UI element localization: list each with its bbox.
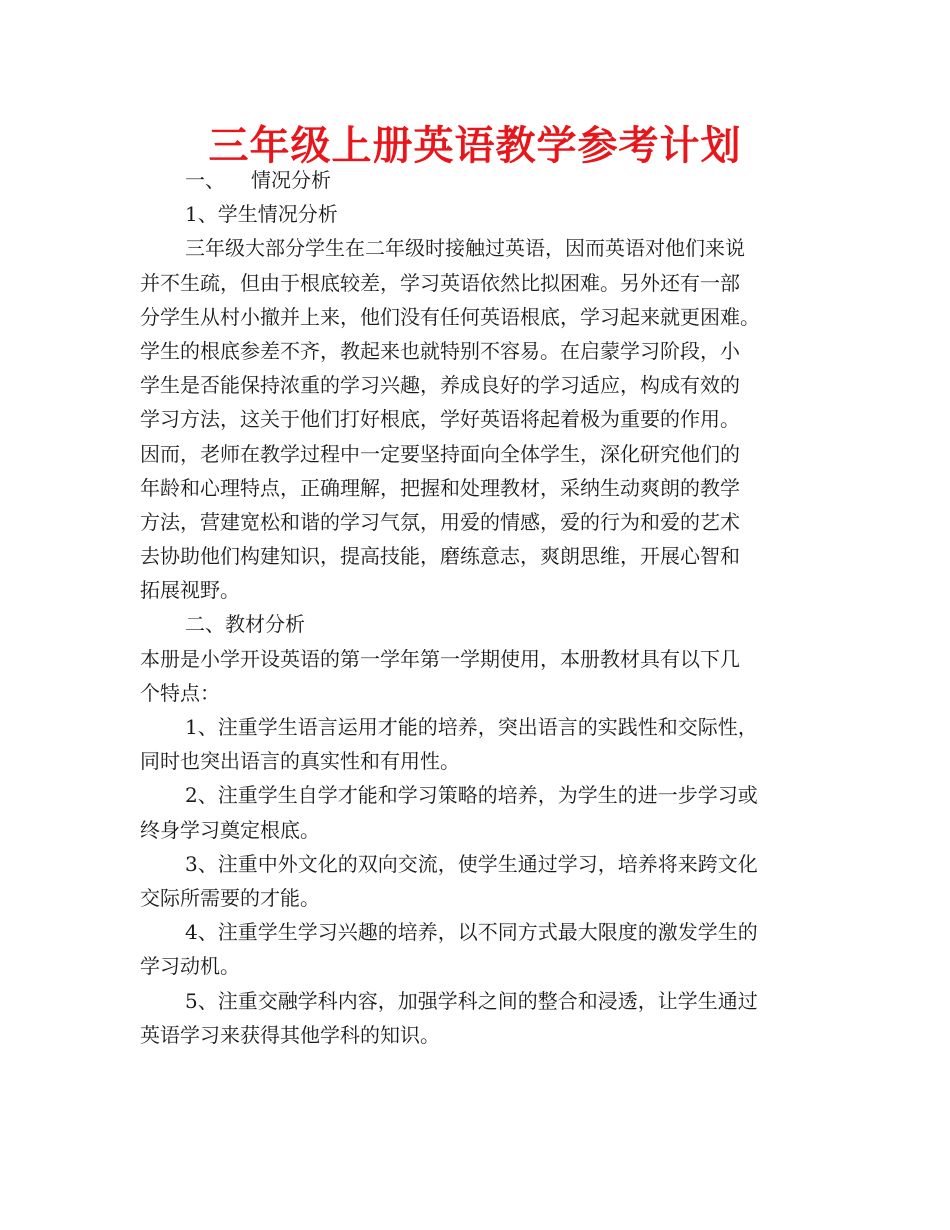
point-line: 同时也突出语言的真实性和有用性。 — [140, 749, 460, 774]
point-line: 3、注重中外文化的双向交流，使学生通过学习，培养将来跨文化 — [185, 851, 758, 876]
document-title: 三年级上册英语教学参考计划 — [208, 123, 742, 169]
point-line: 5、注重交融学科内容，加强学科之间的整合和浸透，让学生通过 — [185, 988, 758, 1013]
section-heading-number: 一、 — [185, 168, 225, 192]
point-line: 交际所需要的才能。 — [140, 885, 320, 910]
point-line: 学习动机。 — [140, 954, 240, 979]
paragraph-line: 三年级大部分学生在二年级时接触过英语，因而英语对他们来说 — [185, 236, 745, 261]
intro-line: 本册是小学开设英语的第一学年第一学期使用，本册教材具有以下几 — [140, 646, 740, 671]
section-heading-situation — [140, 163, 820, 197]
point-line: 4、注重学生学习兴趣的培养，以不同方式最大限度的激发学生的 — [185, 920, 758, 945]
paragraph-line: 学习方法，这关于他们打好根底，学好英语将起着极为重要的作用。 — [140, 407, 740, 432]
point-line: 终身学习奠定根底。 — [140, 817, 320, 842]
paragraph-line: 去协助他们构建知识，提高技能，磨练意志，爽朗思维，开展心智和 — [140, 544, 740, 569]
point-line: 英语学习来获得其他学科的知识。 — [140, 1022, 440, 1047]
paragraph-line: 学生是否能保持浓重的学习兴趣，养成良好的学习适应，构成有效的 — [140, 373, 740, 398]
paragraph-line: 年龄和心理特点，正确理解，把握和处理教材，采纳生动爽朗的教学 — [140, 475, 740, 500]
paragraph-line: 拓展视野。 — [140, 578, 240, 603]
paragraph-line: 分学生从村小撤并上来，他们没有任何英语根底，学习起来就更困难。 — [140, 304, 760, 329]
paragraph-line: 学生的根底参差不齐，教起来也就特别不容易。在启蒙学习阶段，小 — [140, 338, 740, 363]
section-heading-text: 情况分析 — [251, 168, 331, 192]
sub-heading-student-analysis: 1、学生情况分析 — [185, 202, 338, 227]
document-body — [140, 163, 820, 1052]
point-line: 1、注重学生语言运用才能的培养，突出语言的实践性和交际性， — [185, 715, 758, 739]
section-heading-textbook: 二、教材分析 — [185, 612, 305, 637]
paragraph-line: 方法，营建宽松和谐的学习气氛，用爱的情感，爱的行为和爱的艺术 — [140, 509, 740, 534]
paragraph-line: 并不生疏，但由于根底较差，学习英语依然比拟困难。另外还有一部 — [140, 270, 740, 295]
intro-line: 个特点： — [140, 680, 220, 705]
point-line: 2、注重学生自学才能和学习策略的培养，为学生的进一步学习或 — [185, 783, 758, 808]
paragraph-line: 因而，老师在教学过程中一定要坚持面向全体学生，深化研究他们的 — [140, 441, 740, 466]
